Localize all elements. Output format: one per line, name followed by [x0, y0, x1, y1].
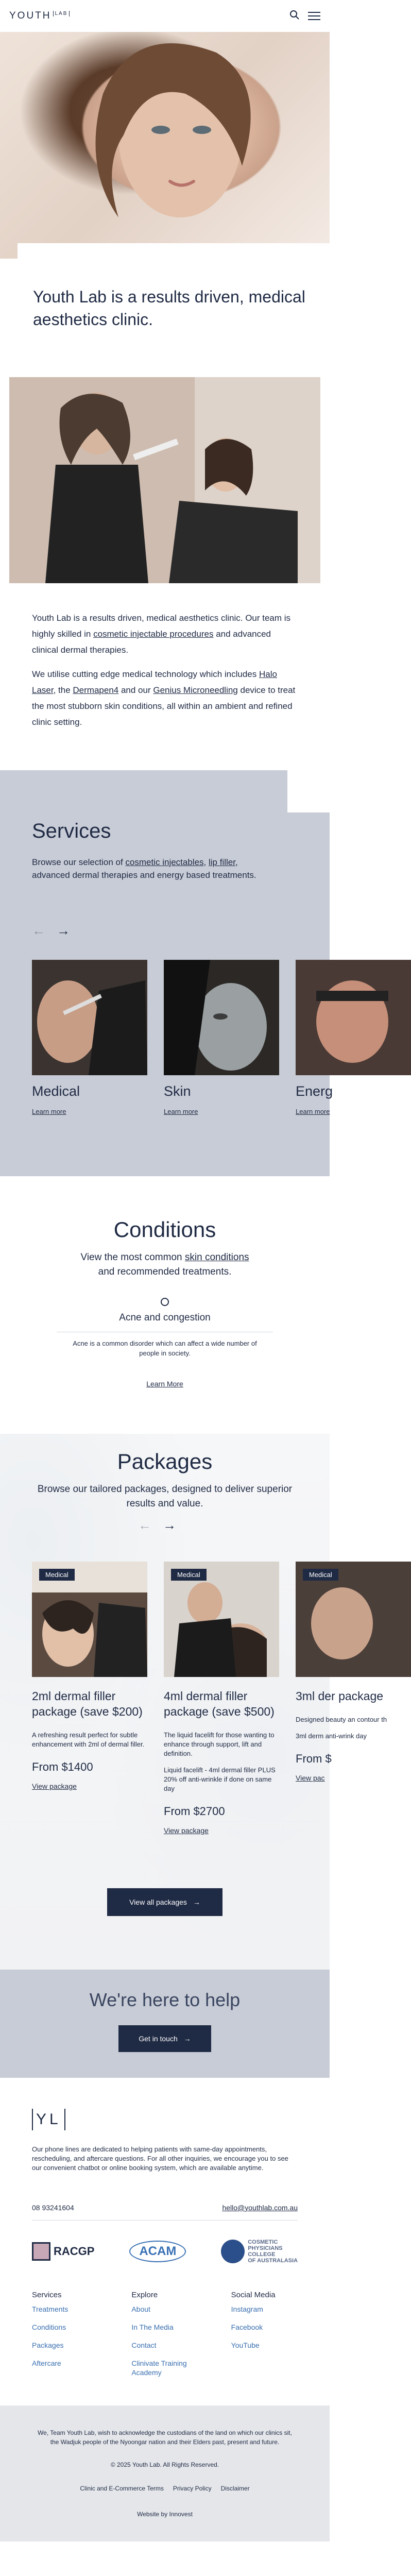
footer-link-treatments[interactable]: Treatments	[32, 2305, 68, 2313]
conditions-desc-text-end: and recommended treatments.	[98, 1266, 232, 1277]
package-title: 2ml dermal filler package (save $200)	[32, 1689, 143, 1718]
intro-p2-text-d: device to treat the most stubborn skin conditions, all within an ambient and refined clinic setting.	[32, 685, 296, 727]
help-title: We're here to help	[89, 1989, 241, 2010]
arrow-right-icon[interactable]: →	[57, 923, 70, 938]
search-icon[interactable]	[289, 10, 300, 23]
footer-col-services	[32, 2291, 98, 2386]
package-card[interactable]	[296, 1562, 411, 1835]
footer-link-about[interactable]: About	[131, 2305, 150, 2313]
service-learn-more-link[interactable]: Learn more	[296, 1108, 330, 1115]
service-card-medical[interactable]	[32, 960, 147, 1115]
racgp-text: RACGP	[54, 2245, 95, 2258]
disclaimer-link[interactable]: Disclaimer	[220, 2485, 250, 2492]
hero-card	[18, 259, 330, 329]
site-logo[interactable]	[9, 10, 70, 22]
packages-section	[0, 1434, 387, 1970]
cosmetic-physicians-college-logo	[221, 2239, 298, 2264]
view-package-link[interactable]: View package	[32, 1782, 77, 1790]
link-genius-microneedling[interactable]: Genius Microneedling	[153, 685, 238, 695]
condition-dot-icon	[161, 1298, 169, 1306]
package-text-extra: Liquid facelift - 4ml dermal filler PLUS 20% off anti-wrinkle if done on same day	[164, 1766, 276, 1792]
conditions-description	[0, 1250, 330, 1279]
service-title: Medical	[32, 1083, 80, 1099]
header	[0, 0, 330, 32]
package-card[interactable]	[32, 1562, 147, 1835]
footer	[0, 2078, 330, 2405]
link-skin-conditions[interactable]: skin conditions	[184, 1252, 249, 1263]
packages-carousel	[32, 1562, 411, 1835]
link-halo-laser[interactable]: Halo Laser	[32, 669, 277, 695]
services-desc-text: Browse our selection of	[32, 857, 126, 867]
condition-text: Acne is a common disorder which can affect a wide number of people in society.	[73, 1340, 257, 1357]
service-image-skin	[164, 960, 279, 1075]
racgp-mark-icon	[32, 2242, 50, 2261]
arrow-left-icon[interactable]: ←	[32, 923, 45, 938]
package-text: The liquid facelift for those wanting to enhance through support, lift and definition.	[164, 1731, 275, 1757]
footer-link-facebook[interactable]: Facebook	[231, 2323, 263, 2331]
view-package-link[interactable]: View pac	[296, 1774, 325, 1782]
intro-p2-text-b: , the	[53, 685, 73, 695]
footer-link-aftercare[interactable]: Aftercare	[32, 2359, 61, 2367]
package-price: From $1400	[32, 1760, 93, 1773]
footer-divider	[32, 2220, 298, 2221]
package-description	[32, 1731, 147, 1749]
legal-links	[0, 2484, 330, 2493]
intro-image	[9, 377, 320, 583]
hero-image	[0, 32, 330, 259]
package-price: From $	[296, 1752, 332, 1765]
intro-p2-text-c: and our	[118, 685, 153, 695]
package-text: Designed beauty an contour th	[296, 1716, 387, 1723]
footer-link-packages[interactable]: Packages	[32, 2341, 64, 2349]
help-section	[0, 1970, 330, 2078]
hero-heading: Youth Lab is a results driven, medical aesthetics clinic.	[33, 287, 305, 329]
hero	[0, 32, 330, 329]
footer-link-instagram[interactable]: Instagram	[231, 2305, 263, 2313]
packages-description: Browse our tailored packages, designed to deliver superior results and value.	[37, 1484, 293, 1509]
package-text: A refreshing result perfect for subtle enhancement with 2ml of dermal filler.	[32, 1731, 145, 1748]
packages-title: Packages	[117, 1449, 213, 1473]
footer-email[interactable]: hello@youthlab.com.au	[222, 2204, 298, 2212]
view-all-packages-button[interactable]	[107, 1888, 222, 1916]
package-text-extra: 3ml derm anti-wrink day	[296, 1732, 367, 1740]
terms-link[interactable]: Clinic and E-Commerce Terms	[80, 2485, 164, 2492]
intro-p2-text: We utilise cutting edge medical technology which includes	[32, 669, 259, 679]
intro-paragraph-1	[32, 610, 298, 658]
package-badge: Medical	[39, 1569, 75, 1581]
services-carousel-arrows	[32, 923, 70, 939]
service-image-medical	[32, 960, 147, 1075]
service-title: Skin	[164, 1083, 191, 1099]
menu-icon[interactable]	[308, 9, 320, 23]
service-learn-more-link[interactable]: Learn more	[164, 1108, 198, 1115]
footer-col-title: Social Media	[231, 2291, 276, 2299]
footer-columns	[32, 2291, 298, 2386]
footer-logo[interactable]: YL	[32, 2109, 65, 2130]
package-description	[164, 1731, 279, 1793]
view-all-packages-label: View all packages	[129, 1898, 187, 1906]
condition-name: Acne and congestion	[119, 1312, 211, 1323]
footer-link-training-academy[interactable]: Clinivate Training Academy	[131, 2359, 187, 2377]
view-package-link[interactable]: View package	[164, 1826, 209, 1835]
college-seal-icon	[221, 2240, 245, 2263]
college-text-line: COSMETIC	[248, 2239, 278, 2245]
service-card-energy[interactable]	[296, 960, 411, 1115]
footer-contact	[32, 2204, 298, 2212]
conditions-section	[0, 1176, 330, 1434]
footer-link-conditions[interactable]: Conditions	[32, 2323, 66, 2331]
services-desc-text-end: , advanced dermal therapies and energy based treatments.	[32, 857, 256, 880]
college-text-line: COLLEGE	[248, 2251, 276, 2258]
arrow-left-icon[interactable]: ←	[138, 1517, 151, 1533]
services-description	[32, 856, 274, 882]
services-desc-sep: ,	[203, 857, 209, 867]
package-badge: Medical	[303, 1569, 338, 1581]
racgp-logo	[32, 2242, 94, 2261]
website-credit[interactable]: Website by Innovest	[137, 2511, 193, 2518]
package-title: 4ml dermal filler package (save $500)	[164, 1689, 275, 1718]
intro-p1-text-end: and advanced clinical dermal therapies.	[32, 629, 271, 655]
footer-about-text: Our phone lines are dedicated to helping patients with same-day appointments, rescheduling, and aftercare questions. For all other inquiries, we encourage you to see our convenient chatbot or online booking system, which are available anytime.	[32, 2145, 288, 2172]
conditions-desc-text: View the most common	[80, 1252, 185, 1263]
arrow-right-icon: →	[193, 1898, 200, 1906]
college-text-line: OF AUSTRALASIA	[248, 2258, 298, 2264]
privacy-policy-link[interactable]: Privacy Policy	[173, 2485, 212, 2492]
service-card-skin[interactable]	[164, 960, 279, 1115]
get-in-touch-button[interactable]	[118, 2025, 211, 2052]
footer-phone[interactable]: 08 93241604	[32, 2204, 74, 2212]
package-image	[32, 1562, 147, 1677]
college-text	[248, 2239, 298, 2264]
logo-main: YOUTH	[9, 10, 52, 21]
get-in-touch-label: Get in touch	[139, 2035, 178, 2043]
package-title: 3ml der package	[296, 1689, 384, 1703]
link-cosmetic-injectable-procedures[interactable]: cosmetic injectable procedures	[93, 629, 214, 639]
accreditation-logos	[32, 2239, 298, 2264]
package-image	[164, 1562, 279, 1677]
footer-bottom	[0, 2405, 330, 2541]
services-corner	[287, 770, 330, 812]
package-badge: Medical	[171, 1569, 207, 1581]
package-card[interactable]	[164, 1562, 279, 1835]
services-section	[0, 770, 333, 1176]
condition-learn-more-link[interactable]: Learn More	[146, 1380, 183, 1388]
footer-col-title: Explore	[131, 2291, 158, 2299]
service-title: Energ	[296, 1083, 333, 1099]
footer-link-youtube[interactable]: YouTube	[231, 2341, 260, 2349]
link-dermapen4[interactable]: Dermapen4	[73, 685, 119, 695]
link-cosmetic-injectables[interactable]: cosmetic injectables	[125, 857, 204, 867]
acknowledgement-text: We, Team Youth Lab, wish to acknowledge the custodians of the land on which our clinics sit, the Wadjuk people of the Nyoongar nation and their Elders past, present and future.	[38, 2429, 292, 2446]
footer-link-in-the-media[interactable]: In The Media	[131, 2323, 174, 2331]
footer-link-contact[interactable]: Contact	[131, 2341, 157, 2349]
service-image-energy	[296, 960, 411, 1075]
college-text-line: PHYSICIANS	[248, 2245, 283, 2251]
services-carousel	[32, 960, 411, 1115]
packages-carousel-arrows	[138, 1517, 176, 1533]
package-image	[296, 1562, 411, 1677]
header-icons	[289, 9, 320, 23]
acam-logo	[129, 2241, 186, 2262]
services-title: Services	[32, 820, 111, 842]
footer-col-title: Services	[32, 2291, 62, 2299]
package-description	[296, 1715, 411, 1741]
copyright-text: © 2025 Youth Lab. All Rights Reserved.	[110, 2461, 219, 2468]
footer-col-social	[231, 2291, 298, 2386]
conditions-title: Conditions	[113, 1217, 216, 1242]
acam-text: ACAM	[129, 2241, 186, 2262]
intro-text	[0, 583, 330, 730]
arrow-right-icon[interactable]: →	[163, 1517, 176, 1533]
link-lip-filler[interactable]: lip filler	[209, 857, 235, 867]
intro-p1-text: Youth Lab is a results driven, medical aesthetics clinic. Our team is highly skilled in	[32, 613, 291, 639]
arrow-right-icon: →	[183, 2035, 191, 2043]
logo-sub: LAB	[53, 11, 70, 16]
package-price: From $2700	[164, 1805, 225, 1818]
intro-paragraph-2	[32, 666, 298, 730]
service-learn-more-link[interactable]: Learn more	[32, 1108, 66, 1115]
footer-col-explore	[131, 2291, 198, 2386]
